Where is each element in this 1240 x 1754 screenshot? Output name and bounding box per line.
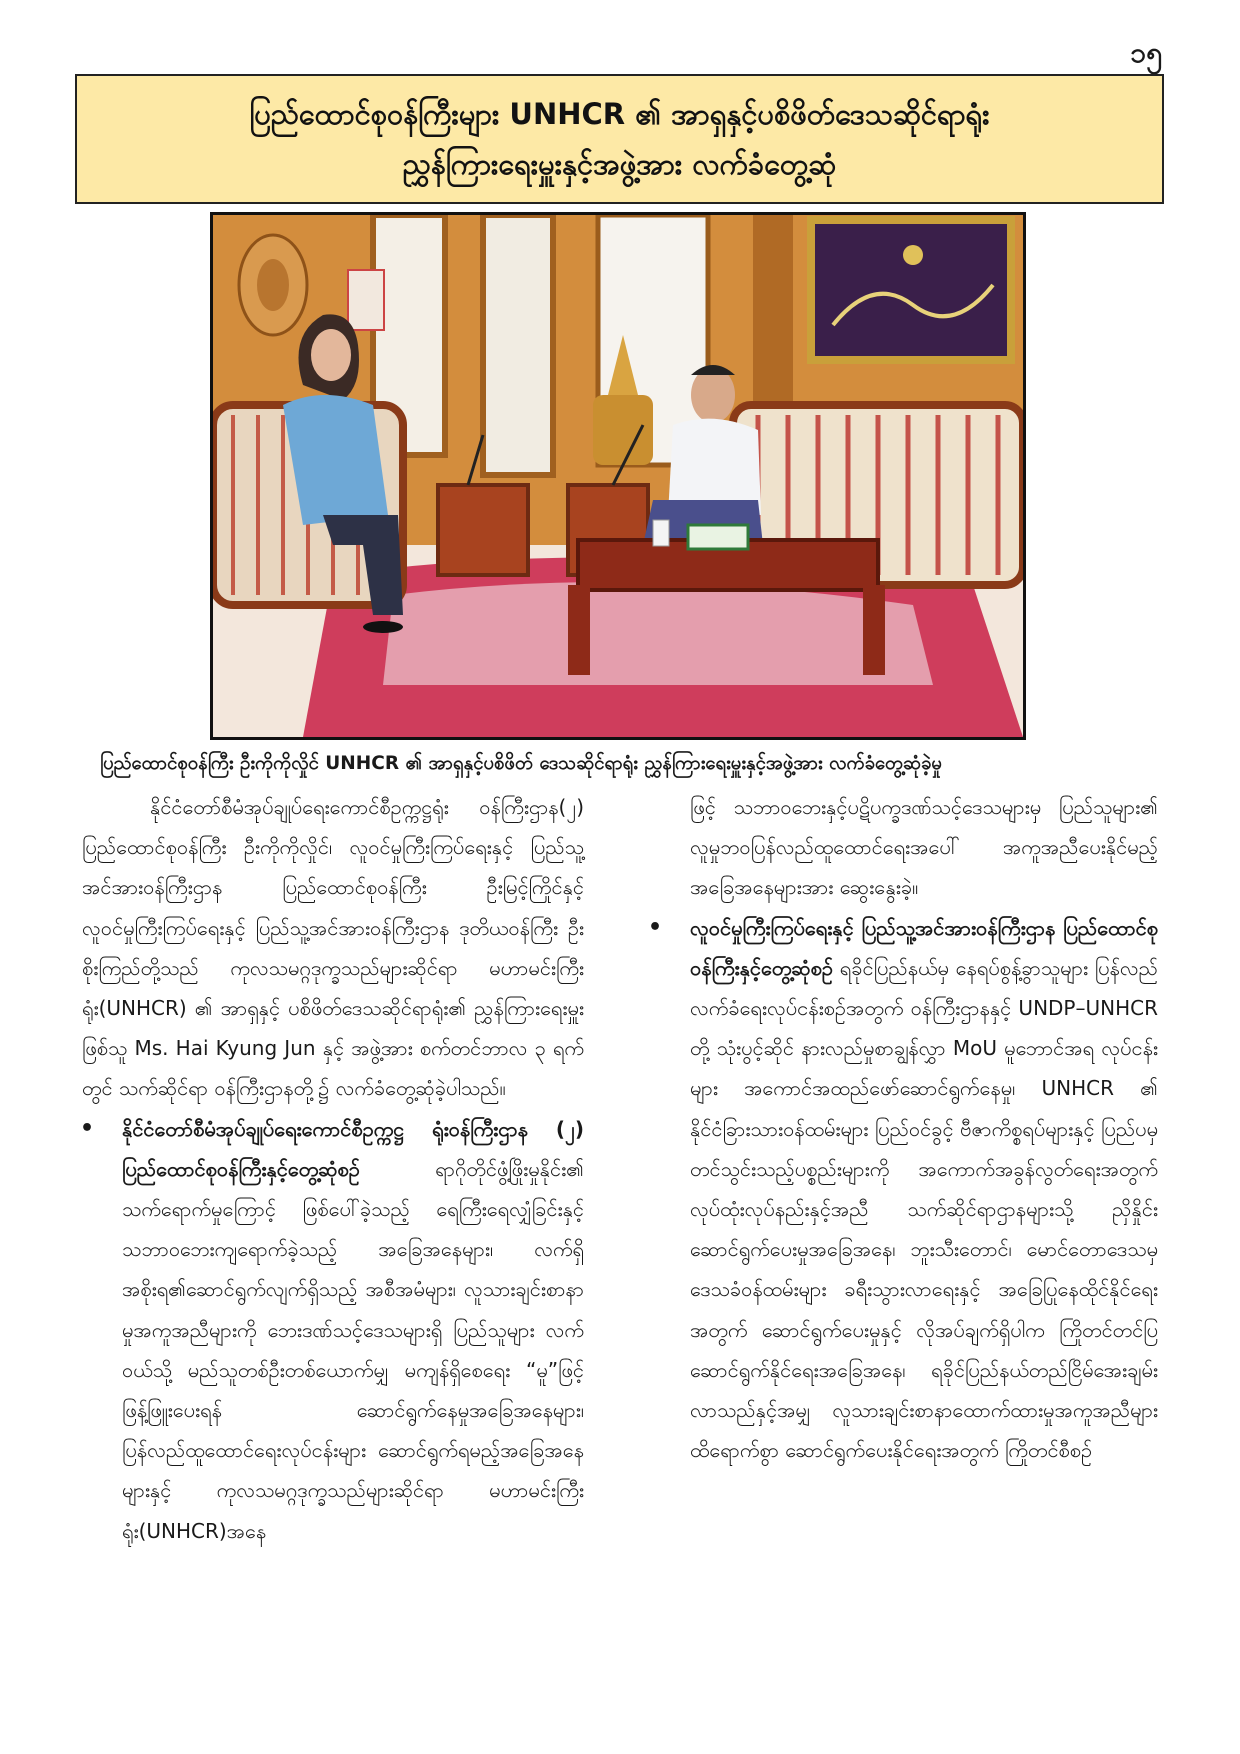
calendar [348, 270, 384, 330]
left-column [82, 787, 584, 1551]
photo-caption: ပြည်ထောင်စုဝန်ကြီး ဦးကိုကိုလှိုင် UNHCR ၏ အာရှနှင့်ပစိဖိတ် ဒေသဆိုင်ရာရုံး ညွှန်ကြားရေးမှူးနှင့်အဖွဲ့အား လက်ခံတွေ့ဆုံခဲ့မှု [100, 753, 942, 774]
headline-box [75, 74, 1164, 204]
tissue-box [688, 525, 748, 549]
meeting-photo [210, 212, 1026, 740]
bullet-dot-icon: • [648, 914, 663, 940]
bullet-1-lead: နိုင်ငံတော်စီမံအုပ်ချုပ်ရေးကောင်စီဥက္ကဋ္ဌ ရုံးဝန်ကြီးဌာန (၂) ပြည်ထောင်စုဝန်ကြီးနှင့်တွေ့ဆုံစဉ် [122, 1116, 584, 1181]
bullet-2-lead: လူဝင်မှုကြီးကြပ်ရေးနှင့် ပြည်သူ့အင်အားဝန်ကြီးဌာန ပြည်ထောင်စုဝန်ကြီးနှင့်တွေ့ဆုံစဉ် [690, 915, 1158, 980]
water-glass [653, 520, 669, 546]
window-center [483, 215, 553, 475]
bullet-item-2 [650, 908, 1158, 1471]
headline-line-1: ပြည်ထောင်စုဝန်ကြီးများ UNHCR ၏ အာရှနှင့်ပစိဖိတ်ဒေသဆိုင်ရာရုံး [249, 97, 990, 131]
bullet-item-1 [82, 1109, 584, 1551]
right-column [650, 787, 1158, 1470]
wall-tapestry [811, 220, 1011, 360]
bullet-2-body: ရခိုင်ပြည်နယ်မှ နေရပ်စွန့်ခွာသူများ ပြန်လည်လက်ခံရေးလုပ်ငန်းစဉ်အတွက် ဝန်ကြီးဌာနနှင့် UNDP–UNHCR တို့ သုံးပွင့်ဆိုင် နားလည်မှုစာချွန်လွှာ MoU မူဘောင်အရ လုပ်ငန်းများ အကောင်အထည်ဖော်ဆောင်ရွက်နေမှု၊ UNHCR ၏ နိုင်ငံခြားသားဝန်ထမ်းများ ပြည်ဝင်ခွင့် ဗီဇာကိစ္စရပ်များနှင့် ပြည်ပမှ တင်သွင်းသည့်ပစ္စည်းများကို အကောက်အခွန်လွတ်ရေးအတွက် လုပ်ထုံးလုပ်နည်းနှင့်အညီ သက်ဆိုင်ရာဌာနများသို့ ညှိနှိုင်းဆောင်ရွက်ပေးမှုအခြေအနေ၊ ဘူးသီးတောင်၊ မောင်တောဒေသမှ ဒေသခံဝန်ထမ်းများ ခရီးသွားလာရေးနှင့် အခြေပြုနေထိုင်နိုင်ရေးအတွက် ဆောင်ရွက်ပေးမှုနှင့် လိုအပ်ချက်ရှိပါက ကြိုတင်တင်ပြဆောင်ရွက်နိုင်ရေးအခြေအနေ၊ ရခိုင်ပြည်နယ်တည်ငြိမ်အေးချမ်းလာသည်နှင့်အမျှ လူသားချင်းစာနာထောက်ထားမှုအကူအညီများ ထိရောက်စွာ ဆောင်ရွက်ပေးနိုင်ရေးအတွက် ကြိုတင်စီစဉ် [690, 955, 1158, 1463]
page-number: ၁၅ [1130, 36, 1162, 69]
person-right [691, 367, 735, 423]
side-table-left [438, 485, 528, 575]
headline-line-2: ညွှန်ကြားရေးမှူးနှင့်အဖွဲ့အား လက်ခံတွေ့ဆုံ [402, 147, 837, 181]
bullet-1-body: ရာဂိုတိုင်ဖွံ့ဖြိုးမှုနိုင်း၏ သက်ရောက်မှုကြောင့် ဖြစ်ပေါ်ခဲ့သည့် ရေကြီးရေလျှံခြင်းနှင့် သဘာဝဘေးကျရောက်ခဲ့သည့် အခြေအနေများ၊ လက်ရှိအစိုးရ၏ဆောင်ရွက်လျက်ရှိသည့် အစီအမံများ၊ လူသားချင်းစာနာမှုအကူအညီများကို ဘေးဒဏ်သင့်ဒေသများရှိ ပြည်သူများ လက်ဝယ်သို့ မည်သူတစ်ဦးတစ်ယောက်မျှ မကျန်ရှိစေရေး “မူ”ဖြင့် ဖြန့်ဖြူးပေးရန် ဆောင်ရွက်နေမှုအခြေအနေများ၊ ပြန်လည်ထူထောင်ရေးလုပ်ငန်းများ ဆောင်ရွက်ရမည့်အခြေအနေများနှင့် ကုလသမဂ္ဂဒုက္ခသည်များဆိုင်ရာ မဟာမင်းကြီးရုံး(UNHCR)အနေ [122, 1156, 584, 1543]
intro-paragraph: နိုင်ငံတော်စီမံအုပ်ချုပ်ရေးကောင်စီဥက္ကဋ္ဌရုံး ဝန်ကြီးဌာန(၂) ပြည်ထောင်စုဝန်ကြီး ဦးကိုကိုလှိုင်၊ လူဝင်မှုကြီးကြပ်ရေးနှင့် ပြည်သူ့အင်အားဝန်ကြီးဌာန ပြည်ထောင်စုဝန်ကြီး ဦးမြင့်ကြိုင်နှင့် လူဝင်မှုကြီးကြပ်ရေးနှင့် ပြည်သူ့အင်အားဝန်ကြီးဌာန ဒုတိယဝန်ကြီး ဦးစိုးကြည်တို့သည် ကုလသမဂ္ဂဒုက္ခသည်များဆိုင်ရာ မဟာမင်းကြီးရုံး(UNHCR) ၏ အာရှနှင့် ပစိဖိတ်ဒေသဆိုင်ရာရုံး၏ ညွှန်ကြားရေးမှူးဖြစ်သူ Ms. Hai Kyung Jun နှင့် အဖွဲ့အား စက်တင်ဘာလ ၃ ရက်တွင် သက်ဆိုင်ရာ ဝန်ကြီးဌာနတို့၌ လက်ခံတွေ့ဆုံခဲ့ပါသည်။ [82, 795, 584, 1101]
bullet-dot-icon: • [80, 1115, 95, 1141]
continuation-paragraph: ဖြင့် သဘာဝဘေးနှင့်ပဋိပက္ခဒဏ်သင့်ဒေသများမှ ပြည်သူများ၏ လူမှုဘဝပြန်လည်ထူထောင်ရေးအပေါ် အကူအညီပေးနိုင်မည့် အခြေအနေများအား ဆွေးနွေးခဲ့။ [690, 795, 1158, 900]
